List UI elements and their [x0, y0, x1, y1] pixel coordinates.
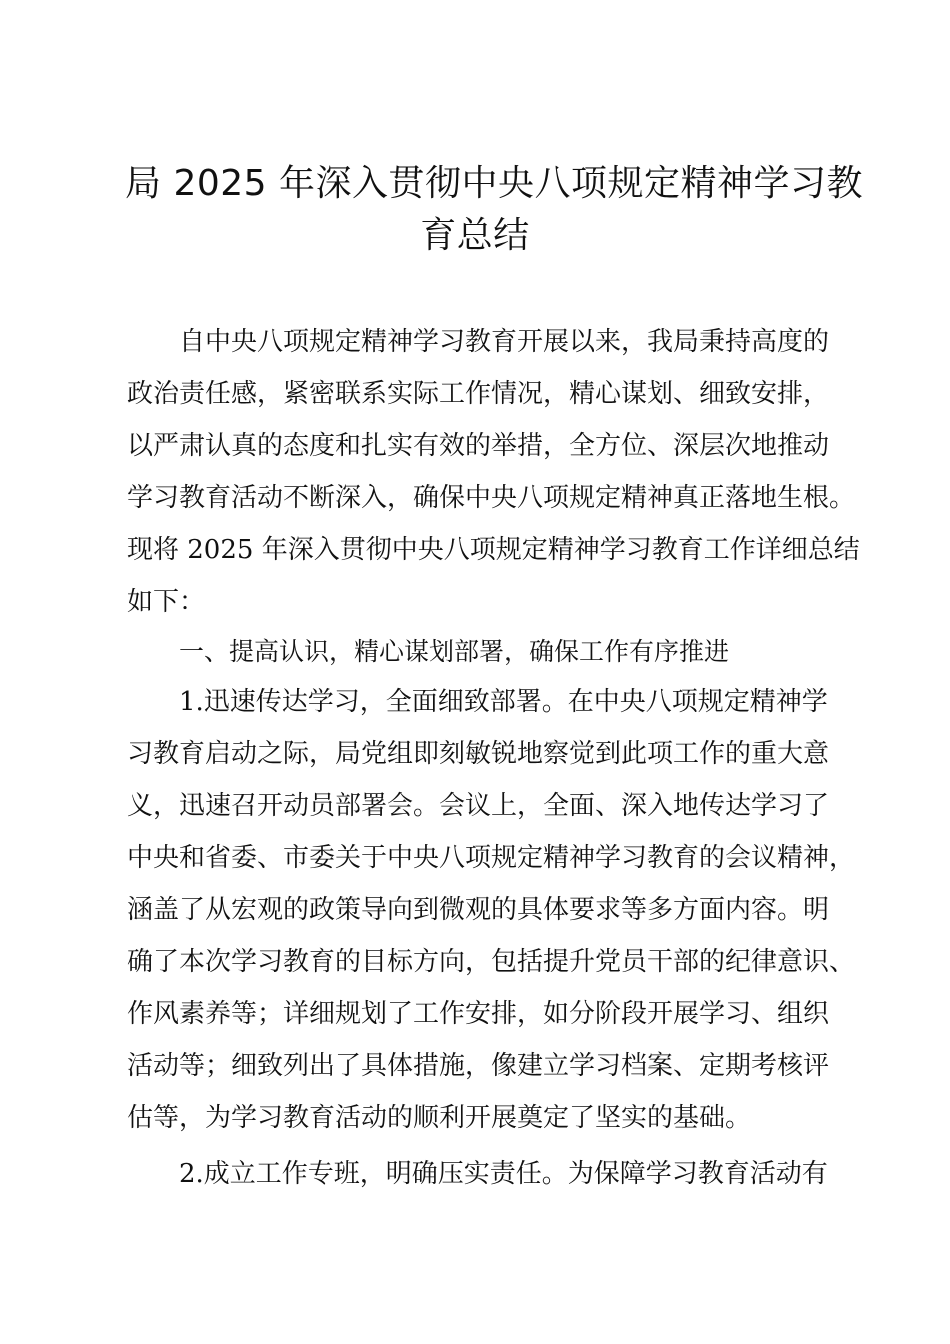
body-line: 中央和省委、市委关于中央八项规定精神学习教育的会议精神，: [127, 843, 856, 873]
body-line: 义，迅速召开动员部署会。会议上，全面、深入地传达学习了: [127, 791, 830, 821]
body-line: 自中央八项规定精神学习教育开展以来，我局秉持高度的: [179, 327, 830, 357]
body-line: 学习教育活动不断深入，确保中央八项规定精神真正落地生根。: [127, 483, 856, 513]
body-line: 政治责任感，紧密联系实际工作情况，精心谋划、细致安排，: [127, 379, 830, 409]
title-line-1: 局 2025 年深入贯彻中央八项规定精神学习教: [125, 163, 864, 204]
body-line: 1.迅速传达学习，全面细致部署。在中央八项规定精神学: [179, 687, 828, 717]
body-line: 如下：: [127, 587, 206, 617]
body-line: 活动等；细致列出了具体措施，像建立学习档案、定期考核评: [127, 1051, 830, 1081]
body-line: 作风素养等；详细规划了工作安排，如分阶段开展学习、组织: [127, 999, 830, 1029]
body-line: 涵盖了从宏观的政策导向到微观的具体要求等多方面内容。明: [127, 895, 830, 925]
body-line: 以严肃认真的态度和扎实有效的举措，全方位、深层次地推动: [127, 431, 830, 461]
title-line-2: 育总结: [420, 215, 530, 256]
body-line: 估等，为学习教育活动的顺利开展奠定了坚实的基础。: [127, 1103, 752, 1133]
body-line: 2.成立工作专班，明确压实责任。为保障学习教育活动有: [179, 1159, 828, 1189]
document-title: [125, 158, 864, 262]
body-line: 确了本次学习教育的目标方向，包括提升党员干部的纪律意识、: [127, 947, 856, 977]
body-line: 现将 2025 年深入贯彻中央八项规定精神学习教育工作详细总结: [127, 535, 860, 565]
section-heading: 一、提高认识，精心谋划部署，确保工作有序推进: [179, 637, 730, 666]
body-line: 习教育启动之际，局党组即刻敏锐地察觉到此项工作的重大意: [127, 739, 830, 769]
